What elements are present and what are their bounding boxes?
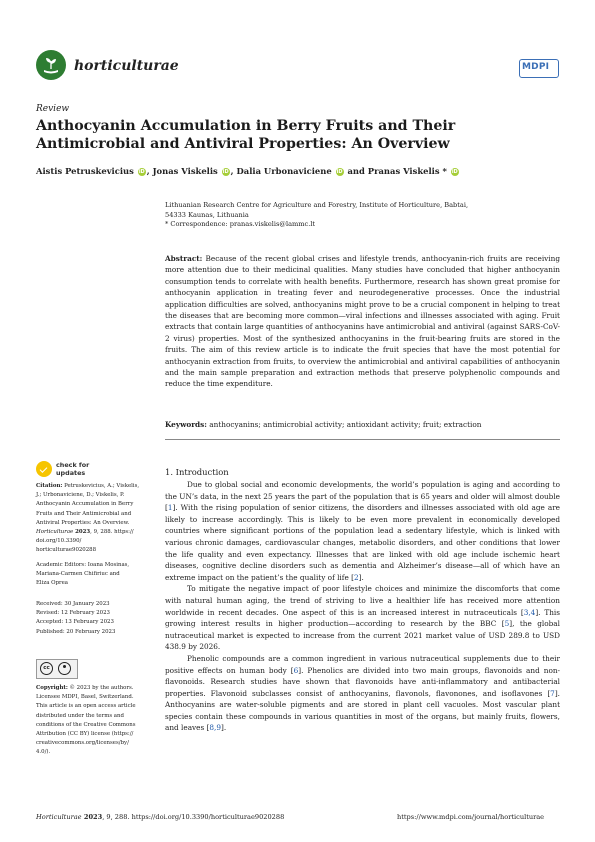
introduction-body — [165, 479, 560, 734]
copyright-label: Copyright: — [36, 685, 68, 691]
reference-link[interactable]: 8,9 — [209, 723, 222, 733]
section-divider — [165, 439, 560, 440]
author-list: Aistis Petruskevicius iD , Jonas Viskelis iD , Dalia Urbonaviciene iD and Pranas Viskelis * iD — [36, 166, 458, 176]
mdpi-logo-text: MDPI — [522, 62, 550, 72]
keywords-label: Keywords: — [165, 420, 207, 429]
citation-block: Citation: Petruskevicius, A.; Viskelis, J.; Urbonaviciene, D.; Viskelis, P. Anthocyanin Accumulation in Berry Fruits and Their Antimicrobial and Antiviral Properties: An Overview. Horticulturae 2023, 9, 288. https:// doi.org/10.3390/ horticulturae9020288 — [36, 482, 151, 556]
article-title: Anthocyanin Accumulation in Berry Fruits and Their Antimicrobial and Antiviral Properties: An Overview — [36, 118, 456, 152]
revised-date: Revised: 12 February 2023 — [36, 610, 110, 617]
orcid-icon[interactable]: iD — [138, 169, 145, 175]
orcid-icon[interactable]: iD — [222, 169, 229, 175]
mdpi-logo — [519, 59, 559, 78]
orcid-icon[interactable]: iD — [336, 169, 343, 175]
plant-hand-icon — [36, 50, 66, 80]
journal-logo — [36, 50, 66, 80]
article-type: Review — [36, 104, 70, 114]
paragraph: Phenolic compounds are a common ingredient in various nutraceutical supplements due to their positive effects on human body [6]. Phenolics are divided into two main groups, flavonoids and non-flavonoids. Research studies have shown that flavonoids have anti-inflammatory and antibacterial properties. Flavonoid subclasses consist of anthocyanins, flavonols, flavonones, and isoflavones [7]. Anthocyanins are water-soluble pigments and are stored in plant cell vacuoles. Most vascular plant species contain these compounds in various quantities in most of the organs, but mainly fruits, flowers, and leaves [8,9]. — [165, 653, 560, 733]
journal-name: horticulturae — [74, 58, 179, 74]
copyright-notice: Copyright: © 2023 by the authors. Licensee MDPI, Basel, Switzerland. This article is an open access article distributed under the terms and conditions of the Creative Commons Attribution (CC BY) license (https:// creativecommons.org/licenses/by/ 4.0/). — [36, 684, 151, 758]
reference-link[interactable]: 5 — [504, 619, 510, 629]
author-name: Pranas Viskelis * — [367, 166, 447, 176]
published-date: Published: 20 February 2023 — [36, 628, 116, 635]
accepted-date: Accepted: 13 February 2023 — [36, 619, 114, 626]
correspondence[interactable]: * Correspondence: pranas.viskelis@lammc.lt — [165, 220, 316, 229]
citation-label: Citation: — [36, 483, 63, 489]
doi-link[interactable]: horticulturae9020288 — [36, 547, 97, 554]
doi-link[interactable]: doi.org/10.3390/ — [36, 538, 82, 545]
attribution-icon — [58, 662, 71, 675]
orcid-icon[interactable]: iD — [451, 169, 458, 175]
check-icon — [36, 461, 52, 477]
author-name: Aistis Petruskevicius — [36, 166, 134, 176]
affiliation: Lithuanian Research Centre for Agriculture and Forestry, Institute of Horticulture, Babtai, 54333 Kaunas, Lithuania * Correspondence: pranas.viskelis@lammc.lt — [165, 201, 560, 230]
academic-editors: Academic Editors: Ioana Mosinas, Mariana-Carmen Chifiriuc and Eliza Oprea — [36, 562, 130, 587]
reference-link[interactable]: 7 — [550, 688, 555, 698]
keywords — [165, 419, 560, 430]
abstract-text: Because of the recent global crises and lifestyle trends, anthocyanin-rich fruits are receiving more attention due to their medicinal qualities. Many studies have concluded that higher anthocyanin consumption tends to correlate with health benefits. Furthermore, research has shown great promise for anthocyanin application in treating fever and neurodegenerative processes. Once the industrial application difficulties are solved, anthocyanins might prove to be a crucial component in helping to treat the diseases that are becoming more common—viral infections and illnesses associated with aging. Fruit extracts that contain large quantities of anthocyanins have antimicrobial and antiviral (against SARS-CoV-2 virus) properties. Most of the synthesized anthocyanins in the fruit-bearing fruits are stored in the fruits. The aim of this review article is to indicate the fruit species that have the most potential for anthocyanin extraction from fruits, to overview the antimicrobial and antiviral capabilities of anthocyanin and the main sample preparation and extraction methods that preserve polyphenolic compounds and reduce the time expenditure. — [165, 254, 560, 389]
publication-dates — [36, 600, 151, 637]
check-for-updates-badge[interactable]: check for updates — [36, 461, 126, 481]
author-name: Dalia Urbonaviciene — [236, 166, 332, 176]
section-heading: 1. Introduction — [165, 467, 229, 477]
cc-by-license-icon[interactable] — [36, 659, 78, 679]
received-date: Received: 30 January 2023 — [36, 601, 110, 607]
paragraph: Due to global social and economic developments, the world’s population is aging and according to the UN’s data, in the next 25 years the part of the population that is 65 years and older will almost double [1]. With the rising population of senior citizens, the disorders and illnesses associated with old age are likely to increase accordingly. This is likely to be even more prevalent in economically developed countries where significant portions of the population lead a sedentary lifestyle, which is linked with various chronic damages, cardiovascular changes, metabolic disorders, and other conditions that lower the life quality and even expectancy. Illnesses that are linked with old age include ischemic heart diseases, cognitive decline disorders such as dementia and Alzheimer’s disease—all of which have an extreme impact on the patient’s the quality of life [2]. — [165, 480, 560, 582]
abstract-label: Abstract: — [165, 254, 203, 263]
footer-citation: Horticulturae 2023, 9, 288. https://doi.org/10.3390/horticulturae9020288 — [36, 813, 285, 821]
footer-journal-url[interactable]: https://www.mdpi.com/journal/horticulturae — [397, 813, 545, 821]
reference-link[interactable]: 6 — [293, 665, 299, 675]
author-name: Jonas Viskelis — [152, 166, 218, 176]
paragraph: To mitigate the negative impact of poor lifestyle choices and minimize the discomforts that come with natural human aging, the trend of striving to live a healthier life has received more attention worldwide in recent decades. One aspect of this is an increased interest in nutraceuticals [3,4]. This growing interest results in higher production—according to research by the BBC [5], the global nutraceutical market is expected to increase from the current 2021 market value of USD 289.8 to USD 438.9 by 2026. — [165, 584, 560, 652]
cc-icon: cc — [40, 662, 53, 675]
reference-link[interactable]: 1 — [167, 503, 173, 513]
license-link[interactable]: creativecommons.org/licenses/by/ — [36, 740, 129, 747]
keywords-text: anthocyanins; antimicrobial activity; antioxidant activity; fruit; extraction — [209, 420, 482, 429]
abstract — [165, 253, 560, 390]
reference-link[interactable]: 2 — [353, 572, 359, 582]
reference-link[interactable]: 3,4 — [523, 607, 536, 617]
